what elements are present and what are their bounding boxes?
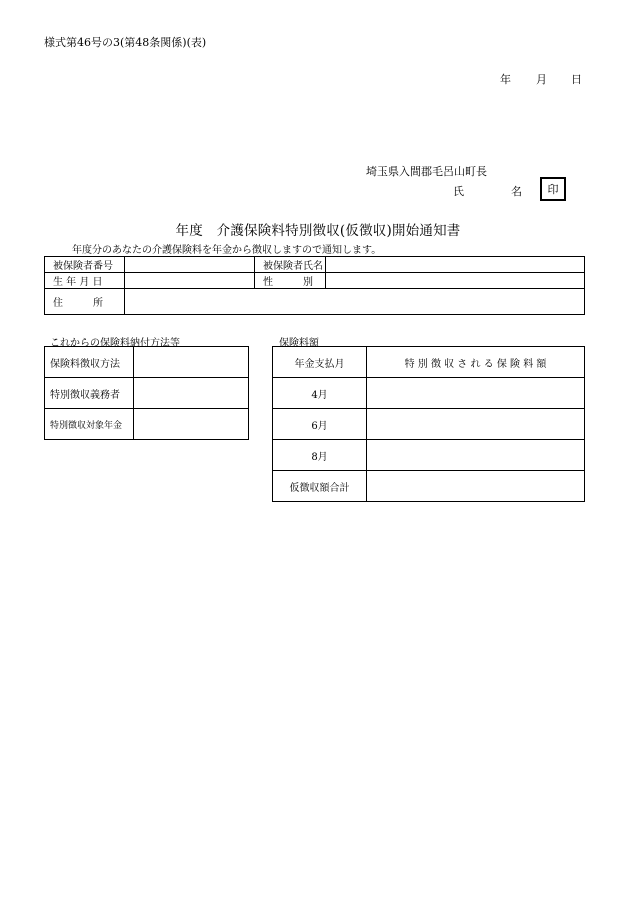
total-amount-field[interactable] xyxy=(367,471,585,502)
table-row xyxy=(273,378,585,409)
collected-amount-header: 特 別 徴 収 さ れ る 保 険 料 額 xyxy=(367,347,585,378)
date-day-label: 日 xyxy=(571,73,582,86)
table-row xyxy=(273,440,585,471)
table-row xyxy=(45,409,249,440)
form-number: 様式第46号の3(第48条関係)(表) xyxy=(44,36,207,49)
collection-method-label: 保険料徴収方法 xyxy=(45,347,134,378)
table-row xyxy=(45,378,249,409)
issuer-name-label-2: 名 xyxy=(511,185,522,198)
total-label: 仮徴収額合計 xyxy=(273,471,367,502)
month-august-label: 8月 xyxy=(273,440,367,471)
date-month-label: 月 xyxy=(536,73,547,86)
month-april-label: 4月 xyxy=(273,378,367,409)
birth-date-field[interactable] xyxy=(125,273,255,289)
birth-date-label: 生 年 月 日 xyxy=(45,273,125,289)
address-label-2: 所 xyxy=(93,298,103,309)
insured-number-field[interactable] xyxy=(125,257,255,273)
premium-amount-table xyxy=(272,346,585,502)
address-field[interactable] xyxy=(125,289,585,315)
gender-label: 性 別 xyxy=(255,273,326,289)
payment-method-table xyxy=(44,346,249,440)
table-row xyxy=(273,471,585,502)
target-pension-field[interactable] xyxy=(134,409,249,440)
amount-april-field[interactable] xyxy=(367,378,585,409)
seal-label: 印 xyxy=(547,183,559,196)
gender-field[interactable] xyxy=(326,273,585,289)
address-label xyxy=(45,289,125,315)
table-row xyxy=(45,273,585,289)
document-title: 年度 介護保険料特別徴収(仮徴収)開始通知書 xyxy=(175,223,461,239)
table-row xyxy=(273,409,585,440)
table-row xyxy=(45,289,585,315)
issuer-name-label-1: 氏 xyxy=(453,185,464,198)
payment-month-header: 年金支払月 xyxy=(273,347,367,378)
issuer-title: 埼玉県入間郡毛呂山町長 xyxy=(366,165,487,178)
insured-info-table xyxy=(44,256,585,315)
amount-june-field[interactable] xyxy=(367,409,585,440)
collection-obligor-label: 特別徴収義務者 xyxy=(45,378,134,409)
amount-august-field[interactable] xyxy=(367,440,585,471)
insured-name-label: 被保険者氏名 xyxy=(255,257,326,273)
target-pension-label: 特別徴収対象年金 xyxy=(45,409,134,440)
insured-name-field[interactable] xyxy=(326,257,585,273)
collection-obligor-field[interactable] xyxy=(134,378,249,409)
method-section-heading: これからの保険料納付方法等 xyxy=(50,338,180,349)
address-label-1: 住 xyxy=(53,298,63,309)
collection-method-field[interactable] xyxy=(134,347,249,378)
table-row xyxy=(45,257,585,273)
notice-text: 年度分のあなたの介護保険料を年金から徴収しますので通知します。 xyxy=(72,245,382,256)
amount-section-heading: 保険料額 xyxy=(279,338,319,349)
table-row xyxy=(273,347,585,378)
table-row xyxy=(45,347,249,378)
seal-box xyxy=(540,177,566,201)
date-year-label: 年 xyxy=(500,73,511,86)
month-june-label: 6月 xyxy=(273,409,367,440)
insured-number-label: 被保険者番号 xyxy=(45,257,125,273)
